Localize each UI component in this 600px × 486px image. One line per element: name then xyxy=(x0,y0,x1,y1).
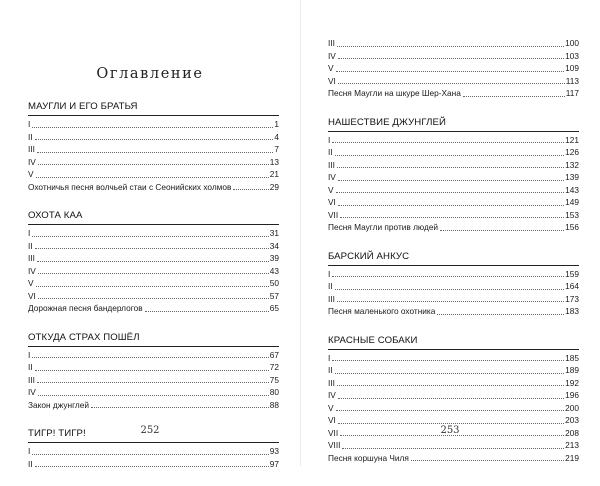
toc-entry xyxy=(328,402,579,415)
entry-title: VI xyxy=(28,290,36,301)
section-title: ТИГР! ТИГР! xyxy=(28,428,86,439)
entry-title: Песня Маугли против людей xyxy=(328,222,439,232)
entry-title: Закон джунглей xyxy=(28,399,89,410)
entry-page-number: 113 xyxy=(565,75,579,86)
toc-entry xyxy=(28,277,279,290)
entry-title: III xyxy=(328,38,335,48)
dot-leader xyxy=(91,407,269,408)
toc-section xyxy=(328,334,579,465)
entry-title: IV xyxy=(328,390,336,400)
section-rule xyxy=(328,349,579,350)
dot-leader xyxy=(32,127,273,128)
entry-title: I xyxy=(328,134,331,145)
toc-entry xyxy=(28,240,279,253)
entry-title: VI xyxy=(328,197,336,207)
entry-title: VII xyxy=(328,427,339,438)
entry-title: Дорожная песня бандерлогов xyxy=(28,303,143,313)
toc-entry xyxy=(28,143,279,156)
toc-entry xyxy=(28,302,279,315)
entry-title: VI xyxy=(328,75,336,86)
entry-title: III xyxy=(328,377,335,388)
entry-page-number: 93 xyxy=(269,446,279,456)
dot-leader xyxy=(233,189,268,190)
entry-page-number: 153 xyxy=(565,209,579,220)
dot-leader xyxy=(337,301,564,302)
toc-entry xyxy=(328,171,579,184)
dot-leader xyxy=(35,248,269,249)
entry-title: I xyxy=(328,268,331,279)
dot-leader xyxy=(37,261,269,262)
section-title: МАУГЛИ И ЕГО БРАТЬЯ xyxy=(28,101,138,112)
entry-title: IV xyxy=(28,265,36,276)
entry-page-number: 139 xyxy=(565,172,579,182)
dot-leader xyxy=(38,298,269,299)
entry-title: I xyxy=(28,119,31,129)
toc-entry xyxy=(28,252,279,265)
entry-title: I xyxy=(28,446,31,456)
entry-title: VI xyxy=(328,415,336,425)
toc-entry xyxy=(28,399,279,412)
toc-entry xyxy=(328,75,579,88)
entry-page-number: 72 xyxy=(269,362,279,372)
entry-title: III xyxy=(328,159,335,170)
toc-section xyxy=(28,100,279,193)
entry-page-number: 13 xyxy=(269,156,279,167)
entry-title: III xyxy=(28,374,35,385)
entry-title: Песня Маугли на шкуре Шер-Хана xyxy=(328,88,461,98)
entry-title: VII xyxy=(328,209,339,220)
toc-entry xyxy=(28,156,279,169)
entry-title: I xyxy=(328,352,331,363)
toc-entry xyxy=(328,389,579,402)
dot-leader xyxy=(145,311,269,312)
section-rule xyxy=(328,265,579,266)
entry-page-number: 183 xyxy=(565,306,579,316)
dot-leader xyxy=(338,423,564,424)
dot-leader xyxy=(35,466,269,467)
toc-entry xyxy=(328,377,579,390)
toc-section xyxy=(328,116,579,234)
dot-leader xyxy=(337,46,564,47)
dot-leader xyxy=(35,370,269,371)
toc-entry xyxy=(328,196,579,209)
toc-entry xyxy=(328,221,579,234)
toc-entry xyxy=(28,290,279,303)
entry-page-number: 80 xyxy=(269,387,279,397)
section-rule xyxy=(28,115,279,116)
dot-leader xyxy=(342,448,564,449)
entry-page-number: 185 xyxy=(565,352,579,363)
entry-title: III xyxy=(28,144,35,154)
dot-leader xyxy=(336,71,565,72)
entry-page-number: 103 xyxy=(565,50,579,61)
toc-entry xyxy=(328,87,579,100)
toc-entry xyxy=(328,184,579,197)
entry-page-number: 121 xyxy=(565,134,579,145)
entry-page-number: 39 xyxy=(269,253,279,263)
entry-title: Песня маленького охотника xyxy=(328,306,436,316)
toc-entry xyxy=(328,352,579,365)
entry-title: I xyxy=(28,349,31,360)
dot-leader xyxy=(338,58,564,59)
entry-page-number: 75 xyxy=(269,374,279,385)
toc-entry xyxy=(28,349,279,362)
entry-page-number: 31 xyxy=(269,228,279,238)
entry-page-number: 109 xyxy=(565,63,579,73)
entry-page-number: 4 xyxy=(274,131,279,142)
entry-page-number: 200 xyxy=(565,402,579,413)
entry-page-number: 189 xyxy=(565,365,579,375)
section-title: ОТКУДА СТРАХ ПОШЁЛ xyxy=(28,331,140,343)
dot-leader xyxy=(37,382,269,383)
entry-page-number: 203 xyxy=(565,415,579,425)
dot-leader xyxy=(32,454,268,455)
dot-leader xyxy=(32,357,268,358)
toc-entry xyxy=(28,361,279,374)
entry-page-number: 149 xyxy=(565,197,579,207)
entry-title: IV xyxy=(28,387,36,397)
dot-leader xyxy=(38,273,269,274)
entry-page-number: 173 xyxy=(565,293,579,304)
continued-entries xyxy=(328,37,579,100)
toc-entry xyxy=(28,265,279,278)
toc-entry xyxy=(328,268,579,281)
dot-leader xyxy=(437,314,564,315)
dot-leader xyxy=(335,289,565,290)
dot-leader xyxy=(36,177,269,178)
entry-title: II xyxy=(28,240,33,251)
dot-leader xyxy=(336,192,565,193)
toc-entry xyxy=(328,209,579,222)
section-rule xyxy=(28,346,279,347)
entry-page-number: 43 xyxy=(269,265,279,276)
entry-page-number: 156 xyxy=(565,222,579,232)
dot-leader xyxy=(411,460,564,461)
dot-leader xyxy=(337,385,564,386)
entry-page-number: 117 xyxy=(565,88,579,98)
dot-leader xyxy=(332,276,564,277)
entry-page-number: 97 xyxy=(269,458,279,469)
entry-title: V xyxy=(28,278,34,288)
entry-title: V xyxy=(328,402,334,413)
toc-entry xyxy=(28,131,279,144)
right-toc-content xyxy=(328,37,579,480)
toc-section xyxy=(328,250,579,318)
toc-entry xyxy=(28,181,279,194)
toc-entry xyxy=(328,280,579,293)
toc-entry xyxy=(28,386,279,399)
toc-entry xyxy=(328,50,579,63)
toc-entry xyxy=(328,364,579,377)
toc-entry xyxy=(28,168,279,181)
section-title: БАРСКИЙ АНКУС xyxy=(328,250,410,262)
entry-title: II xyxy=(328,281,333,291)
entry-page-number: 88 xyxy=(269,399,279,410)
entry-page-number: 50 xyxy=(269,278,279,288)
dot-leader xyxy=(337,167,564,168)
dot-leader xyxy=(37,152,273,153)
right-page xyxy=(300,0,600,466)
entry-page-number: 7 xyxy=(274,144,279,154)
entry-title: IV xyxy=(328,50,336,61)
toc-entry xyxy=(328,37,579,50)
entry-page-number: 1 xyxy=(274,119,279,129)
entry-page-number: 219 xyxy=(565,452,579,463)
toc-entry xyxy=(328,62,579,75)
entry-title: Охотничья песня волчьей стаи с Сеонийских холмов xyxy=(28,181,232,192)
entry-page-number: 34 xyxy=(269,240,279,251)
entry-title: VIII xyxy=(328,440,341,450)
entry-page-number: 208 xyxy=(565,427,579,438)
entry-page-number: 159 xyxy=(565,268,579,279)
dot-leader xyxy=(440,230,564,231)
entry-title: III xyxy=(328,293,335,304)
toc-entry xyxy=(28,374,279,387)
entry-page-number: 29 xyxy=(269,181,279,192)
entry-title: II xyxy=(328,365,333,375)
toc-entry xyxy=(328,293,579,306)
toc-entry xyxy=(328,146,579,159)
entry-page-number: 126 xyxy=(565,147,579,157)
dot-leader xyxy=(335,155,565,156)
entry-page-number: 164 xyxy=(565,281,579,291)
entry-page-number: 57 xyxy=(269,290,279,301)
dot-leader xyxy=(36,286,269,287)
toc-section xyxy=(28,209,279,315)
entry-page-number: 213 xyxy=(565,440,579,450)
dot-leader xyxy=(336,410,565,411)
dot-leader xyxy=(335,373,565,374)
dot-leader xyxy=(463,96,565,97)
dot-leader xyxy=(38,395,269,396)
entry-title: II xyxy=(328,147,333,157)
right-sections xyxy=(328,116,579,465)
toc-section xyxy=(28,331,279,412)
section-rule xyxy=(28,442,279,443)
entry-title: III xyxy=(28,253,35,263)
entry-title: V xyxy=(328,184,334,195)
entry-page-number: 67 xyxy=(269,349,279,360)
dot-leader xyxy=(35,139,274,140)
entry-title: II xyxy=(28,131,33,142)
toc-entry xyxy=(328,159,579,172)
entry-title: II xyxy=(28,362,33,372)
section-rule xyxy=(28,224,279,225)
toc-entry xyxy=(328,134,579,147)
toc-entry xyxy=(28,458,279,471)
toc-entry xyxy=(328,452,579,465)
toc-title: Оглавление xyxy=(96,66,204,82)
dot-leader xyxy=(332,142,564,143)
dot-leader xyxy=(332,360,564,361)
entry-page-number: 196 xyxy=(565,390,579,400)
page-number-left: 252 xyxy=(140,425,160,436)
left-page xyxy=(0,0,300,469)
dot-leader xyxy=(38,164,269,165)
entry-title: IV xyxy=(328,172,336,182)
section-title: КРАСНЫЕ СОБАКИ xyxy=(328,334,418,346)
entry-title: I xyxy=(28,228,31,238)
dot-leader xyxy=(338,83,565,84)
section-rule xyxy=(328,131,579,132)
entry-title: Песня коршуна Чиля xyxy=(328,452,409,463)
entry-page-number: 143 xyxy=(565,184,579,195)
entry-page-number: 192 xyxy=(565,377,579,388)
entry-page-number: 65 xyxy=(269,303,279,313)
toc-entry xyxy=(28,227,279,240)
entry-title: V xyxy=(328,63,334,73)
entry-page-number: 100 xyxy=(565,38,579,48)
toc-entry xyxy=(28,445,279,458)
entry-page-number: 132 xyxy=(565,159,579,170)
toc-entry xyxy=(28,118,279,131)
page-number-right: 253 xyxy=(440,425,460,436)
dot-leader xyxy=(338,398,564,399)
toc-entry xyxy=(328,305,579,318)
toc-entry xyxy=(328,439,579,452)
section-title: ОХОТА КАА xyxy=(28,210,83,221)
dot-leader xyxy=(32,236,268,237)
entry-title: V xyxy=(28,169,34,179)
dot-leader xyxy=(338,180,564,181)
dot-leader xyxy=(338,205,564,206)
entry-page-number: 21 xyxy=(269,169,279,179)
dot-leader xyxy=(340,217,564,218)
section-title: НАШЕСТВИЕ ДЖУНГЛЕЙ xyxy=(328,116,446,128)
entry-title: II xyxy=(28,458,33,469)
entry-title: IV xyxy=(28,156,36,167)
